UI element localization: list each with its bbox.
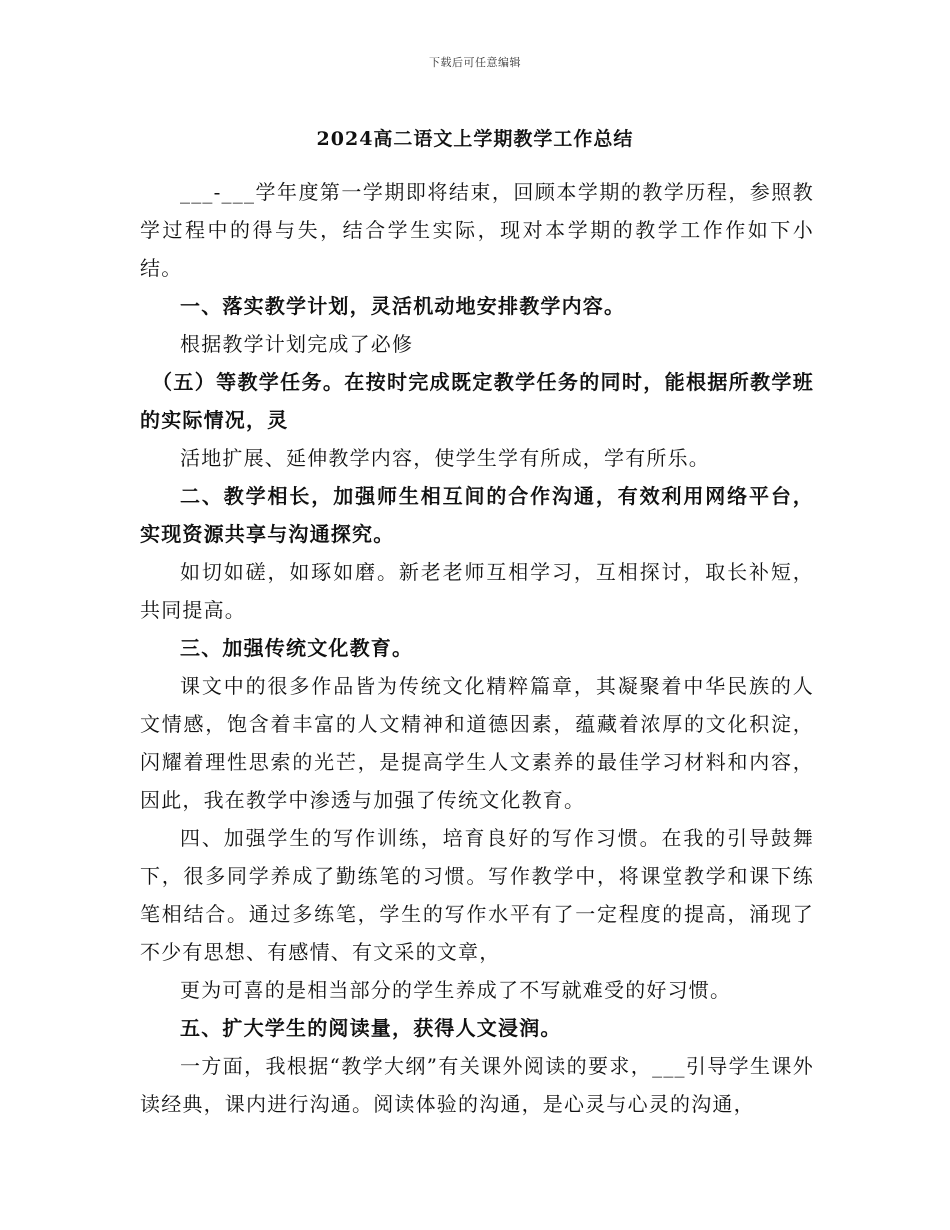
page-header-note: 下载后可任意编辑: [429, 56, 521, 69]
paragraph: 活地扩展、延伸教学内容，使学生学有所成，学有所乐。: [180, 446, 710, 470]
paragraph: 更为可喜的是相当部分的学生养成了不写就难受的好习惯。: [180, 978, 732, 1002]
paragraph: 如切如磋，如琢如磨。新老老师互相学习，互相探讨，取长补短，共同提高。: [140, 560, 814, 622]
paragraph: 一方面，我根据“教学大纲”有关课外阅读的要求，___引导学生课外读经典，课内进行沟通。阅读体验的沟通，是心灵与心灵的沟通，: [140, 1054, 814, 1116]
section-heading-2: 二、教学相长，加强师生相互间的合作沟通，有效利用网络平台，实现资源共享与沟通探究。: [140, 484, 814, 546]
paragraph-bold: （五）等教学任务。在按时完成既定教学任务的同时，能根据所教学班的实际情况，灵: [140, 370, 814, 432]
paragraph: 课文中的很多作品皆为传统文化精粹篇章，其凝聚着中华民族的人文情感，饱含着丰富的人文精神和道德因素，蕴藏着浓厚的文化积淀，闪耀着理性思索的光芒，是提高学生人文素养的最佳学习材料和内容，因此，我在教学中渗透与加强了传统文化教育。: [140, 674, 814, 812]
paragraph-section-4: 四、加强学生的写作训练，培育良好的写作习惯。在我的引导鼓舞下，很多同学养成了勤练笔的习惯。写作教学中，将课堂教学和课下练笔相结合。通过多练笔，学生的写作水平有了一定程度的提高，涌现了不少有思想、有感情、有文采的文章，: [140, 826, 814, 964]
section-heading-1: 一、落实教学计划，灵活机动地安排教学内容。: [180, 294, 626, 318]
document-body: [140, 173, 814, 1123]
paragraph: 根据教学计划完成了必修: [180, 332, 414, 356]
document-title: 2024高二语文上学期教学工作总结: [316, 128, 634, 150]
section-heading-5: 五、扩大学生的阅读量，获得人文浸润。: [180, 1016, 562, 1040]
paragraph-intro: ___-___学年度第一学期即将结束，回顾本学期的教学历程，参照教学过程中的得与失，结合学生实际，现对本学期的教学工作作如下小结。: [140, 180, 814, 280]
section-heading-3: 三、加强传统文化教育。: [180, 636, 414, 660]
